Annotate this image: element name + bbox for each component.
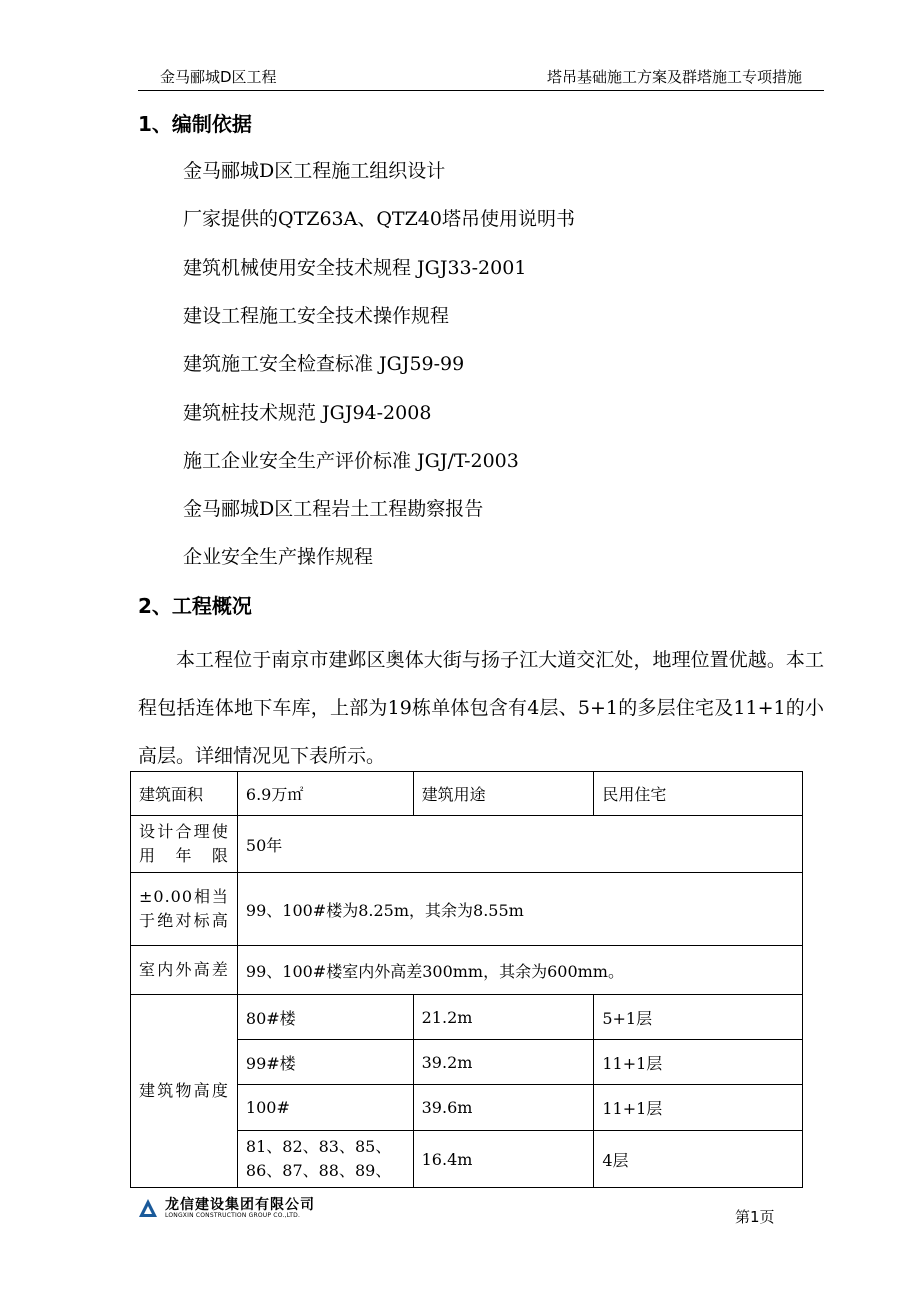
basis-item: 建设工程施工安全技术操作规程 (183, 305, 450, 327)
basis-item: 建筑桩技术规范 JGJ94-2008 (183, 402, 432, 424)
service-life-label: 设计合理使用年限 (131, 816, 238, 873)
building-floors: 5+1层 (594, 995, 803, 1040)
building-name: 99#楼 (237, 1040, 413, 1085)
section-heading-overview: 2、工程概况 (138, 594, 252, 618)
overview-paragraph: 本工程位于南京市建邺区奥体大街与扬子江大道交汇处，地理位置优越。本工程包括连体地下车库，上部为19栋单体包含有4层、5+1的多层住宅及11+1的小高层。详细情况见下表所示。 (138, 649, 824, 767)
building-floors: 11+1层 (594, 1040, 803, 1085)
company-logo (138, 1193, 318, 1223)
basis-item: 企业安全生产操作规程 (183, 546, 374, 568)
height-difference-value: 99、100#楼室内外高差300mm，其余为600mm。 (237, 946, 802, 995)
company-logo-icon (138, 1197, 158, 1219)
building-name: 100# (237, 1085, 413, 1131)
height-difference-label: 室内外高差 (131, 946, 238, 995)
building-height: 16.4m (413, 1131, 594, 1188)
page-number: 第1页 (735, 1208, 775, 1226)
building-floors: 4层 (594, 1131, 803, 1188)
building-height: 39.2m (413, 1040, 594, 1085)
building-height: 21.2m (413, 995, 594, 1040)
basis-item: 金马郦城D区工程施工组织设计 (183, 160, 446, 182)
area-label: 建筑面积 (131, 772, 238, 816)
company-name-cn: 龙信建设集团有限公司 (165, 1197, 315, 1213)
section-heading-basis: 1、编制依据 (138, 112, 252, 136)
building-name: 81、82、83、85、86、87、88、89、 (237, 1131, 413, 1188)
basis-item: 建筑施工安全检查标准 JGJ59-99 (183, 353, 465, 375)
service-life-value: 50年 (237, 816, 802, 873)
basis-item: 厂家提供的QTZ63A、QTZ40塔吊使用说明书 (183, 208, 575, 230)
header-project-name: 金马郦城D区工程 (160, 68, 277, 86)
company-name-en: LONGXIN CONSTRUCTION GROUP CO.,LTD. (165, 1212, 301, 1219)
elevation-label: ±0.00相当于绝对标高 (131, 873, 238, 946)
elevation-value: 99、100#楼为8.25m，其余为8.55m (237, 873, 802, 946)
page-header (138, 64, 824, 91)
building-height-label: 建筑物高度 (131, 995, 238, 1188)
basis-item: 施工企业安全生产评价标准 JGJ/T-2003 (183, 450, 519, 472)
building-name: 80#楼 (237, 995, 413, 1040)
basis-item: 建筑机械使用安全技术规程 JGJ33-2001 (183, 257, 527, 279)
project-info-table (130, 771, 803, 1188)
building-floors: 11+1层 (594, 1085, 803, 1131)
use-label: 建筑用途 (413, 772, 594, 816)
building-height: 39.6m (413, 1085, 594, 1131)
header-document-title: 塔吊基础施工方案及群塔施工专项措施 (546, 68, 802, 86)
use-value: 民用住宅 (594, 772, 803, 816)
area-value: 6.9万㎡ (237, 772, 413, 816)
basis-item: 金马郦城D区工程岩土工程勘察报告 (183, 498, 484, 520)
